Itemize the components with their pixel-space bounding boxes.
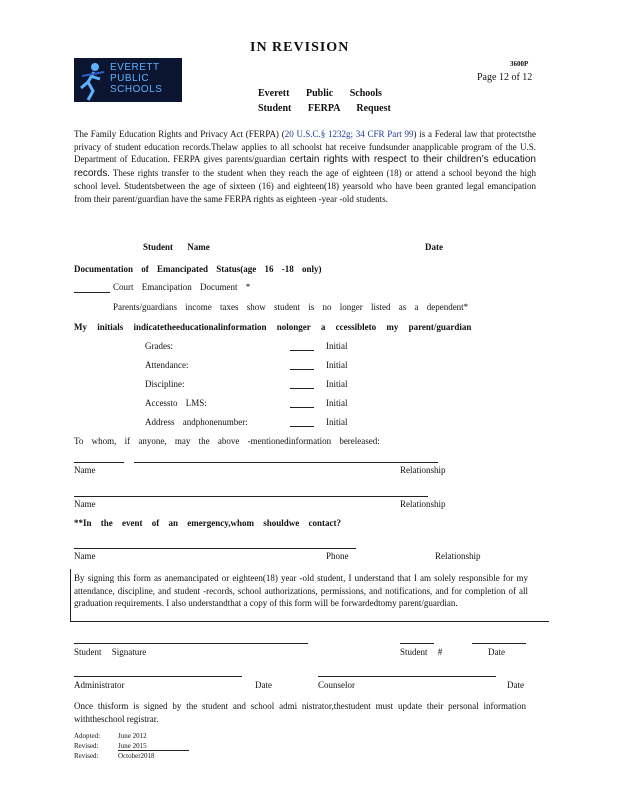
student-number-blank[interactable] xyxy=(400,643,434,644)
student-signature-blank[interactable] xyxy=(74,643,308,644)
item-lms-label: Accessto LMS: xyxy=(145,398,207,408)
emergency-question: **In the event of an emergency,whom shouldwe contact? xyxy=(74,518,341,528)
court-doc-blank[interactable] xyxy=(74,292,110,293)
revision-title: IN REVISION xyxy=(250,40,350,55)
item-discipline-label: Discipline: xyxy=(145,379,185,389)
date3-label: Date xyxy=(507,680,524,690)
release-relationship1-label: Relationship xyxy=(400,465,446,475)
counselor-label: Counselor xyxy=(318,680,355,690)
release-name2-blank[interactable] xyxy=(74,496,428,497)
consent-statement: By signing this form as anemancipated or eighteen(18) year -old student, I understand that I am solely responsible for my attendance, discipline, and student -records, school authorizations, permissions, and notifications, and for completion of all graduation requirements. I also understandthat a copy of this form will be forwardedtomy parent/guardian. xyxy=(74,573,528,608)
item-address-label: Address andphonenumber: xyxy=(145,417,248,427)
item-grades-label: Grades: xyxy=(145,341,173,351)
emergency-phone-label: Phone xyxy=(326,551,349,561)
release-name1-label: Name xyxy=(74,465,96,475)
date-label: Date xyxy=(425,242,443,252)
policy-number: 3600P xyxy=(510,60,529,68)
date1-blank[interactable] xyxy=(472,643,526,644)
court-doc-label: Court Emancipation Document * xyxy=(113,282,251,292)
emergency-relationship-label: Relationship xyxy=(435,551,481,561)
release-relationship2-label: Relationship xyxy=(400,499,446,509)
adoption-history: Adopted: June 2012 Revised: June 2015 Revised: October2018 xyxy=(74,731,189,761)
counselor-blank[interactable] xyxy=(318,676,496,677)
initials-heading: My initials indicatetheeducationalinformation nolonger a ccessibleto my parent/guardian xyxy=(74,322,472,332)
student-name-label: Student Name xyxy=(143,242,210,252)
grades-initial-label: Initial xyxy=(326,341,348,351)
logo-wordmark: EVERETT PUBLIC SCHOOLS xyxy=(110,62,163,95)
ferpa-citation: 20 U.S.C.§ 1232g; 34 CFR Part 99 xyxy=(284,129,414,139)
ferpa-intro: The Family Education Rights and Privacy Act (FERPA) (20 U.S.C.§ 1232g; 34 CFR Part 99) is a Federal law that protectsthe privacy of student education records.Thelaw applies to all schoolst hat receive fundsunder anapplicable program of the U.S. Department of Education. FERPA gives parents/guardian certain rights with respect to their children’s education records. These rights transfer to the student when they reach the age of eighteen (18) or attend a school beyond the high school level. Studentsbetween the age of sixteen (16) and eighteen(18) yearsold who have been granted legal emancipation from their parent/guardian have the same FERPA rights as eighteen -year -old students. xyxy=(74,129,536,204)
grades-initial-blank[interactable] xyxy=(290,350,314,351)
discipline-initial-blank[interactable] xyxy=(290,388,314,389)
address-initial-label: Initial xyxy=(326,417,348,427)
address-initial-blank[interactable] xyxy=(290,426,314,427)
item-attendance-label: Attendance: xyxy=(145,360,189,370)
administrator-blank[interactable] xyxy=(74,676,242,677)
date1-label: Date xyxy=(488,647,505,657)
form-title: Student FERPA Request xyxy=(258,103,391,114)
attendance-initial-label: Initial xyxy=(326,360,348,370)
attendance-initial-blank[interactable] xyxy=(290,369,314,370)
tax-doc-label: Parents/guardians income taxes show student is no longer listed as a dependent* xyxy=(113,302,469,312)
district-logo xyxy=(74,58,182,102)
administrator-label: Administrator xyxy=(74,680,125,690)
emergency-name-blank[interactable] xyxy=(74,548,356,549)
release-name1-blank-b[interactable] xyxy=(134,462,438,463)
date2-label: Date xyxy=(255,680,272,690)
lms-initial-blank[interactable] xyxy=(290,407,314,408)
student-signature-label: Student Signature xyxy=(74,647,147,657)
running-figure-logo-icon xyxy=(76,58,110,102)
release-question: To whom, if anyone, may the above -mentionedinformation bereleased: xyxy=(74,436,380,446)
lms-initial-label: Initial xyxy=(326,398,348,408)
registrar-note: Once thisform is signed by the student and school admi nistrator,thestudent must update their personal information withtheschool registrar. xyxy=(74,701,526,724)
documentation-heading: Documentation of Emancipated Status(age 16 -18 only) xyxy=(74,264,322,274)
release-name2-label: Name xyxy=(74,499,96,509)
org-name: Everett Public Schools xyxy=(258,88,382,99)
release-name1-blank-a[interactable] xyxy=(74,462,124,463)
emergency-name-label: Name xyxy=(74,551,96,561)
student-number-label: Student # xyxy=(400,647,443,657)
discipline-initial-label: Initial xyxy=(326,379,348,389)
page-number: Page 12 of 12 xyxy=(477,72,533,83)
